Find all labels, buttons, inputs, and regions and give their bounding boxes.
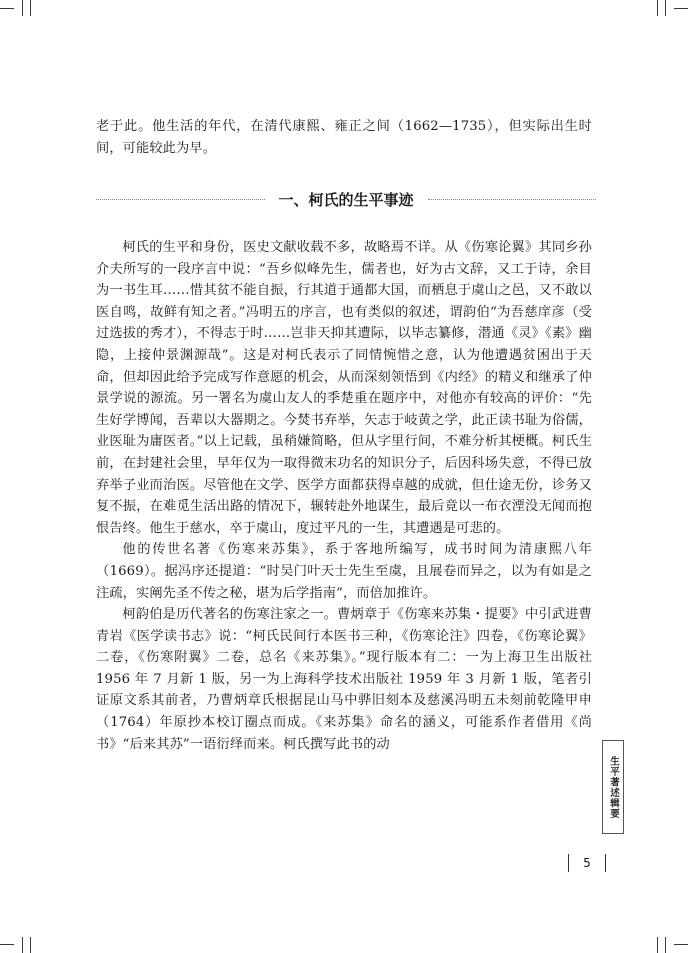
crop-mark: [674, 8, 688, 9]
paragraph: 柯氏的生平和身份，医史文献收载不多，故略焉不详。从《伤寒论翼》其同乡孙介夫所写的一段序言中说：“吾乡似峰先生，儒者也，好为古文辞，又工于诗，余目为一书生耳……惜其贫不能自振，行其道于通都大国，而栖息于虞山之邑，又不敢以医自鸣，故鲜有知之者。”冯明五的序言，也有类似的叙述，谓韵伯“为吾慈庠彦（受过选拔的秀才），不得志于时……岂非天抑其遭际，以毕志纂修，潜通《灵》《素》幽隐，上接仲景渊源哉”。这是对柯氏表示了同情惋惜之意，认为他遭遇贫困出于天命，但却因此给予完成写作意愿的机会，从而深刻领悟到《内经》的精义和继承了仲景学说的源流。另一署名为虞山友人的季楚重在题序中，对他亦有较高的评价：“先生好学博闻，吾辈以大器期之。今焚书弃举，矢志于岐黄之学，此正读书耻为俗儒，业医耻为庸医者。”以上记载，虽稍嫌简略，但从字里行间，不难分析其梗概。柯氏生前，在封建社会里，早年仅为一取得微末功名的知识分子，后因科场失意，不得已放弃举子业而治医。尽管他在文学、医学方面都获得卓越的成就，但仕途无份，诊务又复不振，在难觅生活出路的情况下，辗转赴外地谋生，最后竟以一布衣湮没无闻而抱恨告终。他生于慈水，卒于虞山，度过平凡的一生，其遭遇是可悲的。: [96, 240, 592, 536]
crop-mark: [665, 0, 666, 16]
crop-mark: [657, 937, 658, 953]
crop-mark: [22, 937, 23, 953]
crop-mark: [22, 0, 23, 16]
intro-text: 老于此。他生活的年代，在清代康熙、雍正之间（1662—1735），但实际出生时间，可能较此为早。: [96, 119, 592, 156]
crop-mark: [674, 944, 688, 945]
crop-mark: [657, 0, 658, 16]
dotted-rule: [96, 199, 265, 200]
section-heading: 一、柯氏的生平事迹: [278, 190, 414, 209]
paragraph: 柯韵伯是历代著名的伤寒注家之一。曹炳章于《伤寒来苏集・提要》中引武进曹青岩《医学读书志》说：“柯氏民间行本医书三种，《伤寒论注》四卷，《伤寒论翼》二卷，《伤寒附翼》二卷，总名《来苏集》。”现行版本有二：一为上海卫生出版社 1956 年 7 月新 1 版，另一为上海科学技术出版社 1959 年 3 月新 1 版，笔者引证原文系其前者，乃曹炳章氏根据昆山马中骅旧刻本及慈溪冯明五未刻前乾隆甲申（1764）年原抄本校订圈点而成。《来苏集》命名的涵义，可能系作者借用《尚书》“后来其苏”一语衍绎而来。柯氏撰写此书的动: [96, 607, 592, 752]
section-side-tab: [602, 740, 624, 834]
page-number: 5: [568, 852, 606, 874]
crop-mark: [665, 937, 666, 953]
crop-mark: [30, 0, 31, 16]
intro-paragraph: [96, 116, 592, 159]
crop-mark: [0, 944, 14, 945]
crop-mark: [0, 8, 14, 9]
body-text: [96, 237, 592, 755]
section-heading-row: [96, 187, 596, 211]
crop-mark: [30, 937, 31, 953]
side-tab-label: 生平著述辑要: [608, 755, 619, 819]
dotted-rule: [428, 199, 597, 200]
paragraph: 他的传世名著《伤寒来苏集》，系于客地所编写，成书时间为清康熙八年（1669）。据冯序还提道：“时吴门叶天士先生至虞，且展卷而异之，以为有如是之注疏，实阐先圣不传之秘，堪为后学指南”，而倍加推许。: [96, 542, 592, 601]
